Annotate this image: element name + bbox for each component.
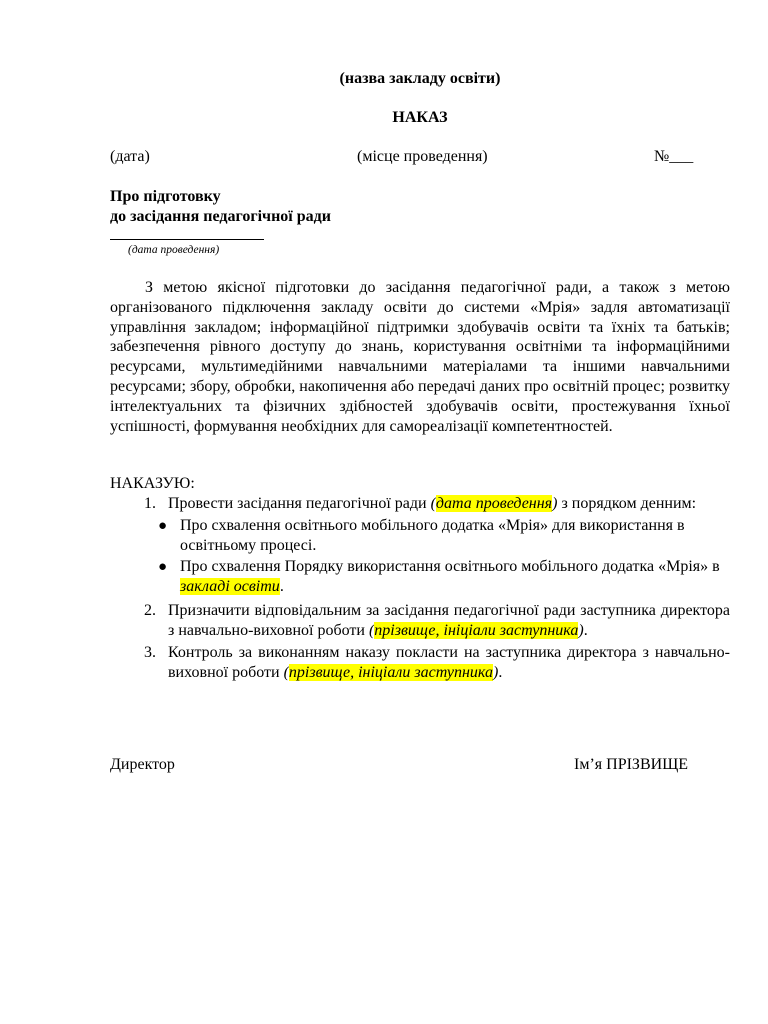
- order-item-number: 2.: [144, 602, 156, 619]
- paren-close: ): [552, 495, 558, 512]
- orders-label: НАКАЗУЮ:: [110, 475, 195, 492]
- agenda-item-text: Про схвалення Порядку використання освітнього мобільного додатка «Мрія» в: [180, 558, 720, 575]
- agenda-item-text-end: .: [279, 578, 284, 595]
- order-subject: [110, 187, 331, 227]
- signature-name: Ім’я ПРІЗВИЩЕ: [574, 756, 689, 773]
- order-item-text-end: .: [498, 664, 503, 681]
- subject-line-1: Про підготовку: [110, 188, 221, 205]
- order-meta-row: [110, 148, 730, 168]
- paren-close: ): [578, 622, 584, 639]
- agenda-item-2: [158, 557, 730, 597]
- signature-title: Директор: [110, 756, 175, 773]
- order-item-text-end: з порядком денним:: [557, 495, 697, 512]
- agenda-item-1: [158, 516, 730, 556]
- order-item-1: [110, 494, 730, 597]
- order-item-number: 3.: [144, 644, 156, 661]
- intro-paragraph: З метою якісної підготовки до засідання педагогічної ради, а також з метою організованого підключення закладу освіти до системи «Мрія» задля автоматизації управління закладом; інформаційної підтримки здобувачів освіти та їхніх та батьків; забезпечення рівного доступу до знань, користування освітніми та інформаційними ресурсами, мультимедійними навчальними матеріалами та іншими навчальними ресурсами; збору, обробки, накопичення або передачі даних про освітній процес; розвитку інтелектуальних та фізичних здібностей здобувачів освіти, простежування їхньої успішності, формування необхідних для самореалізації компетентностей.: [110, 279, 730, 435]
- date-caption: (дата проведення): [128, 244, 220, 256]
- bullet-icon: ●: [158, 559, 168, 575]
- order-list: [110, 494, 730, 685]
- order-number: №___: [654, 148, 694, 165]
- order-place: (місце проведення): [357, 148, 488, 165]
- subject-line-2: до засідання педагогічної ради: [110, 208, 331, 225]
- paren-open: (: [430, 495, 436, 512]
- order-title: НАКАЗ: [392, 109, 448, 126]
- paren-close: ): [492, 664, 499, 681]
- order-item-text-end: .: [583, 622, 588, 639]
- order-item-text: Призначити відповідальним за засідання педагогічної ради заступника директора з навчально-виховної роботи: [168, 602, 730, 639]
- order-item-3: [110, 643, 730, 683]
- highlight-placeholder: прізвище, ініціали заступника: [374, 622, 579, 639]
- agenda-item-text: Про схвалення освітнього мобільного додатка «Мрія» для використання в освітньому процесі.: [180, 517, 685, 554]
- order-item-2: [110, 601, 730, 641]
- order-date: (дата): [110, 148, 150, 165]
- institution-name: (назва закладу освіти): [339, 70, 501, 87]
- paren-open: (: [283, 664, 289, 681]
- signature-row: [110, 756, 730, 776]
- paren-open: (: [368, 622, 375, 639]
- highlight-placeholder: закладі освіти: [180, 578, 280, 595]
- agenda-list: [158, 516, 730, 597]
- date-blank-line: [110, 239, 264, 240]
- bullet-icon: ●: [158, 518, 168, 534]
- highlight-placeholder: дата проведення: [435, 495, 553, 512]
- order-item-text: Провести засідання педагогічної ради: [168, 495, 431, 512]
- highlight-placeholder: прізвище, ініціали заступника: [288, 664, 493, 681]
- order-item-text: Контроль за виконанням наказу покласти на заступника директора з навчально-виховної роботи: [168, 644, 730, 681]
- order-item-number: 1.: [144, 495, 156, 512]
